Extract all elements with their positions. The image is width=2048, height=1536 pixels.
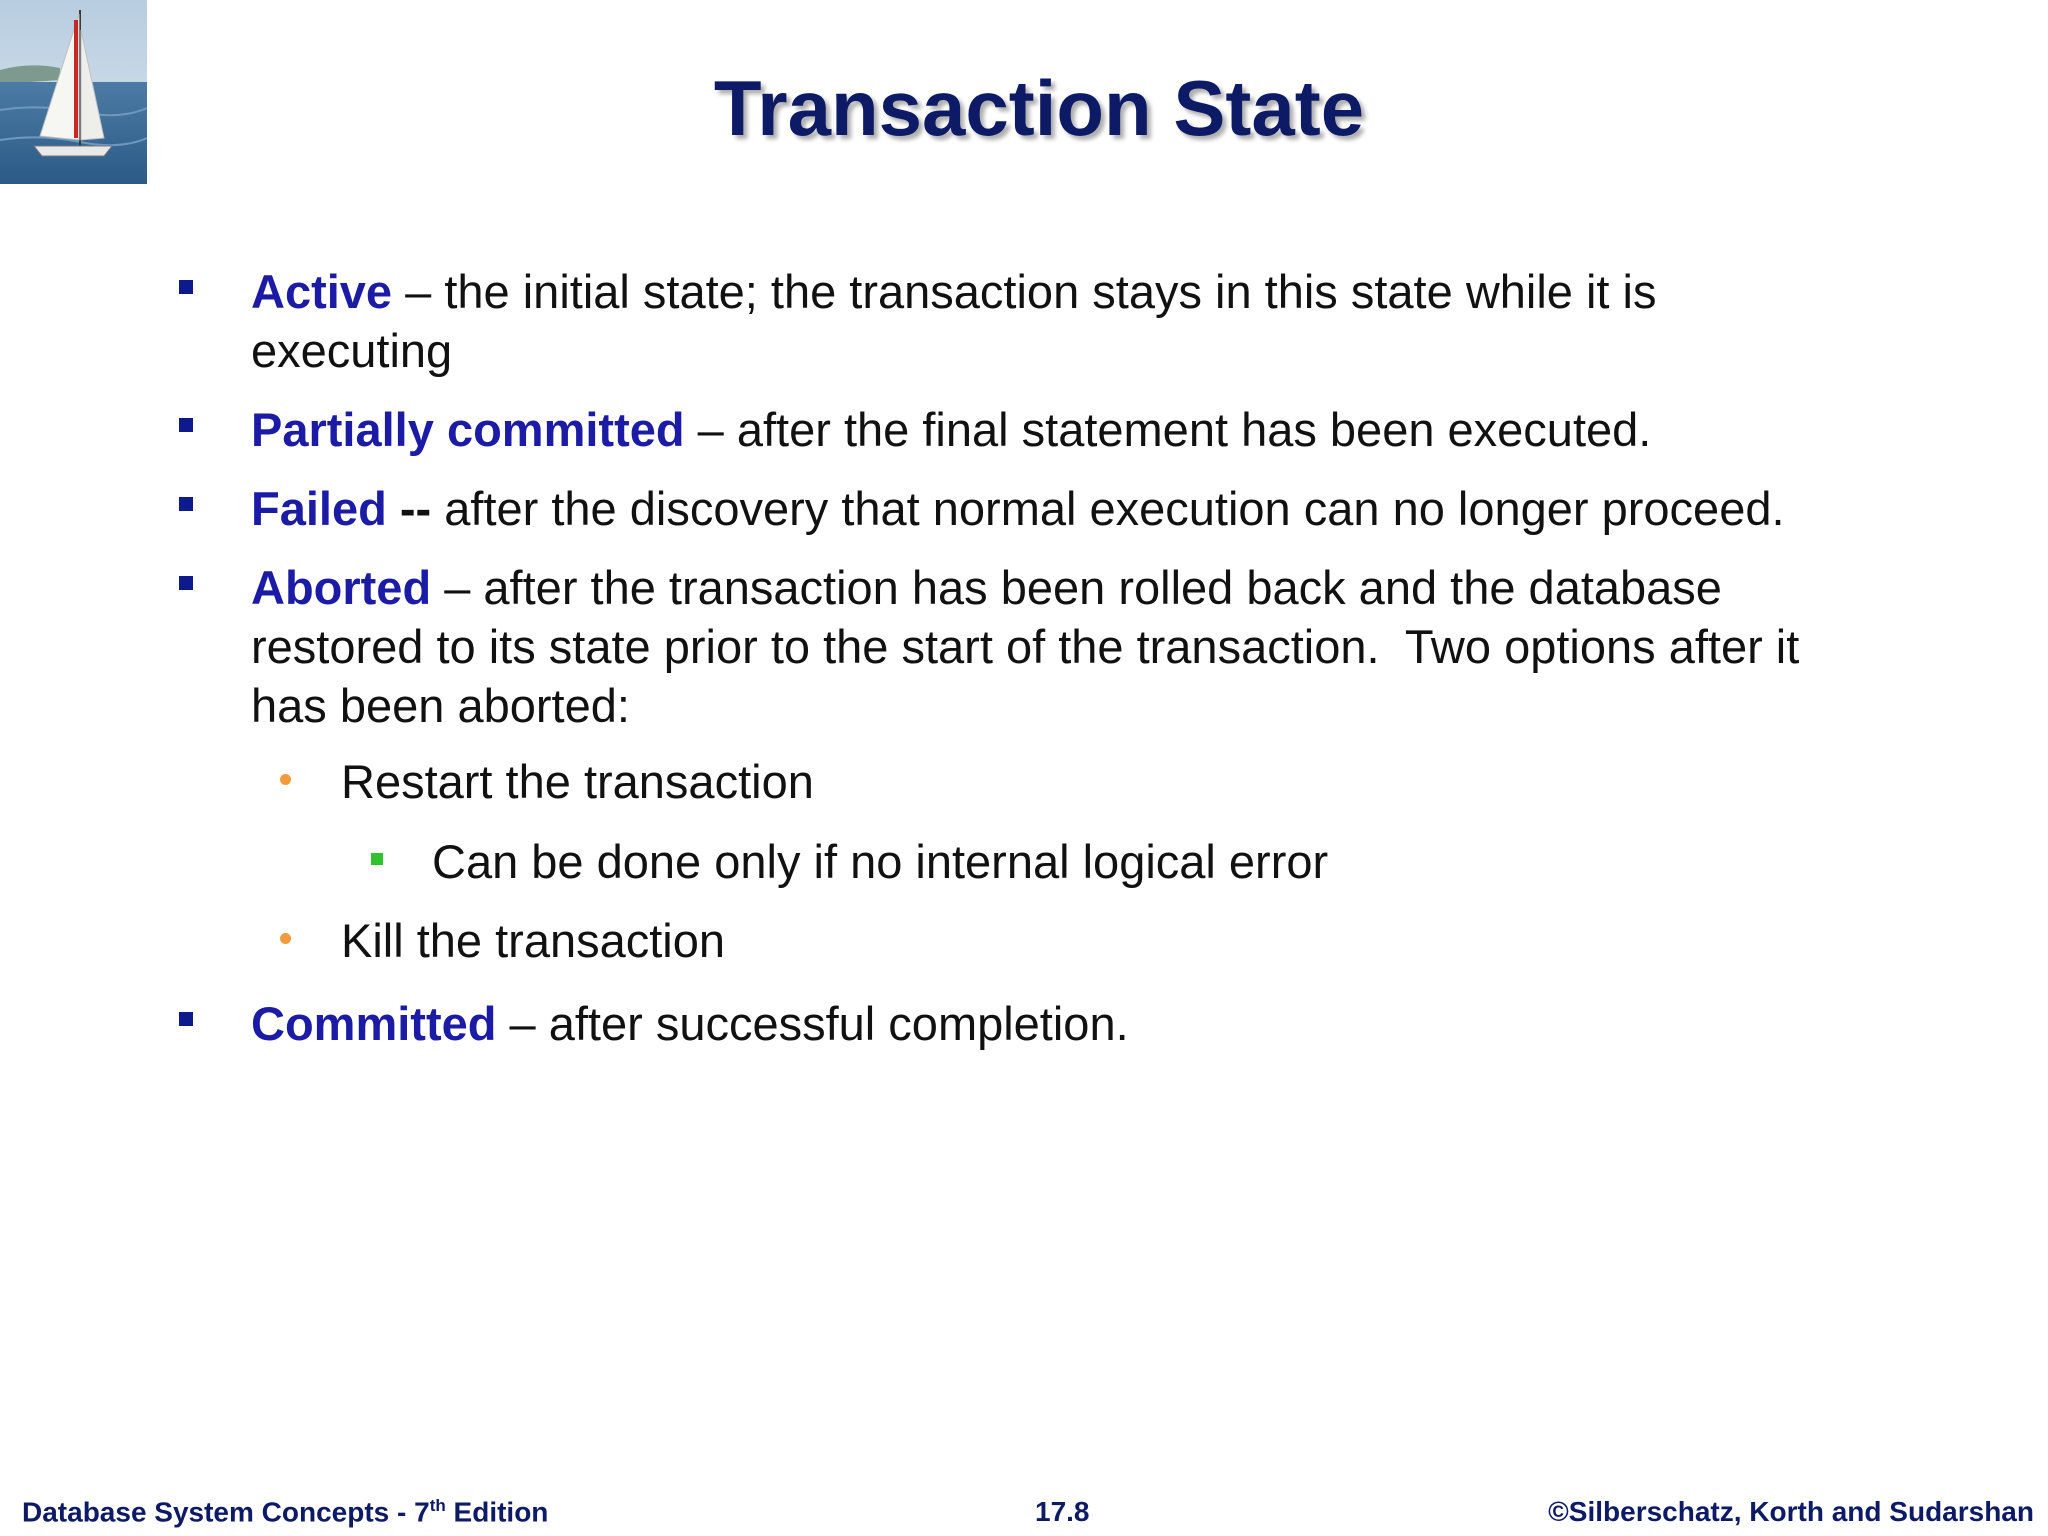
sub-sub-bullet-square-icon [371, 853, 383, 865]
term-failed: Failed [251, 482, 387, 535]
bullet-marker-icon [179, 418, 193, 432]
bullet-marker-icon [179, 280, 193, 294]
bullet-text-line: restored to its state prior to the start of the transaction. Two options after it [251, 620, 1800, 673]
term-active: Active [251, 265, 393, 318]
separator: – [431, 561, 484, 614]
separator: -- [386, 482, 445, 535]
sub-bullet-dot-icon [280, 774, 291, 785]
bullet-text-line: after the discovery that normal execution can no longer proceed. [444, 482, 1785, 535]
bullet-aborted [251, 558, 1799, 735]
bullet-text-line: after successful completion. [548, 997, 1129, 1050]
term-partially-committed: Partially committed [251, 403, 685, 456]
bullet-committed [251, 994, 1129, 1053]
bullet-text-line: executing [251, 324, 453, 377]
bullet-text-line: has been aborted: [251, 679, 630, 732]
bullet-marker-icon [179, 497, 193, 511]
bullet-marker-icon [179, 576, 193, 590]
separator: – [684, 403, 737, 456]
bullet-marker-icon [179, 1012, 193, 1026]
footer-book-name: Database System Concepts - 7 [22, 1496, 430, 1528]
sub-bullet-restart: Restart the transaction [341, 755, 814, 808]
term-aborted: Aborted [251, 561, 432, 614]
sub-sub-bullet-restart-note: Can be done only if no internal logical error [432, 835, 1329, 888]
footer-book-suffix: Edition [445, 1496, 549, 1528]
bullet-partially-committed [251, 400, 1651, 459]
footer-book-title [22, 1496, 548, 1528]
sub-bullet-dot-icon [280, 933, 291, 944]
bullet-failed [251, 479, 1785, 538]
bullet-text-line: after the final statement has been executed. [736, 403, 1652, 456]
sub-bullet-kill: Kill the transaction [341, 914, 726, 967]
separator: – [496, 997, 549, 1050]
footer-book-sup: th [429, 1496, 446, 1515]
bullet-active [251, 262, 1656, 380]
term-committed: Committed [251, 997, 497, 1050]
footer-page-number: 17.8 [1035, 1496, 1090, 1527]
footer-copyright: ©Silberschatz, Korth and Sudarshan [1548, 1496, 2034, 1527]
slide-title: Transaction State [713, 64, 1365, 152]
separator: – [392, 265, 445, 318]
bullet-text-line: after the transaction has been rolled back and the database [483, 561, 1722, 614]
bullet-text-line: the initial state; the transaction stays in this state while it is [444, 265, 1657, 318]
